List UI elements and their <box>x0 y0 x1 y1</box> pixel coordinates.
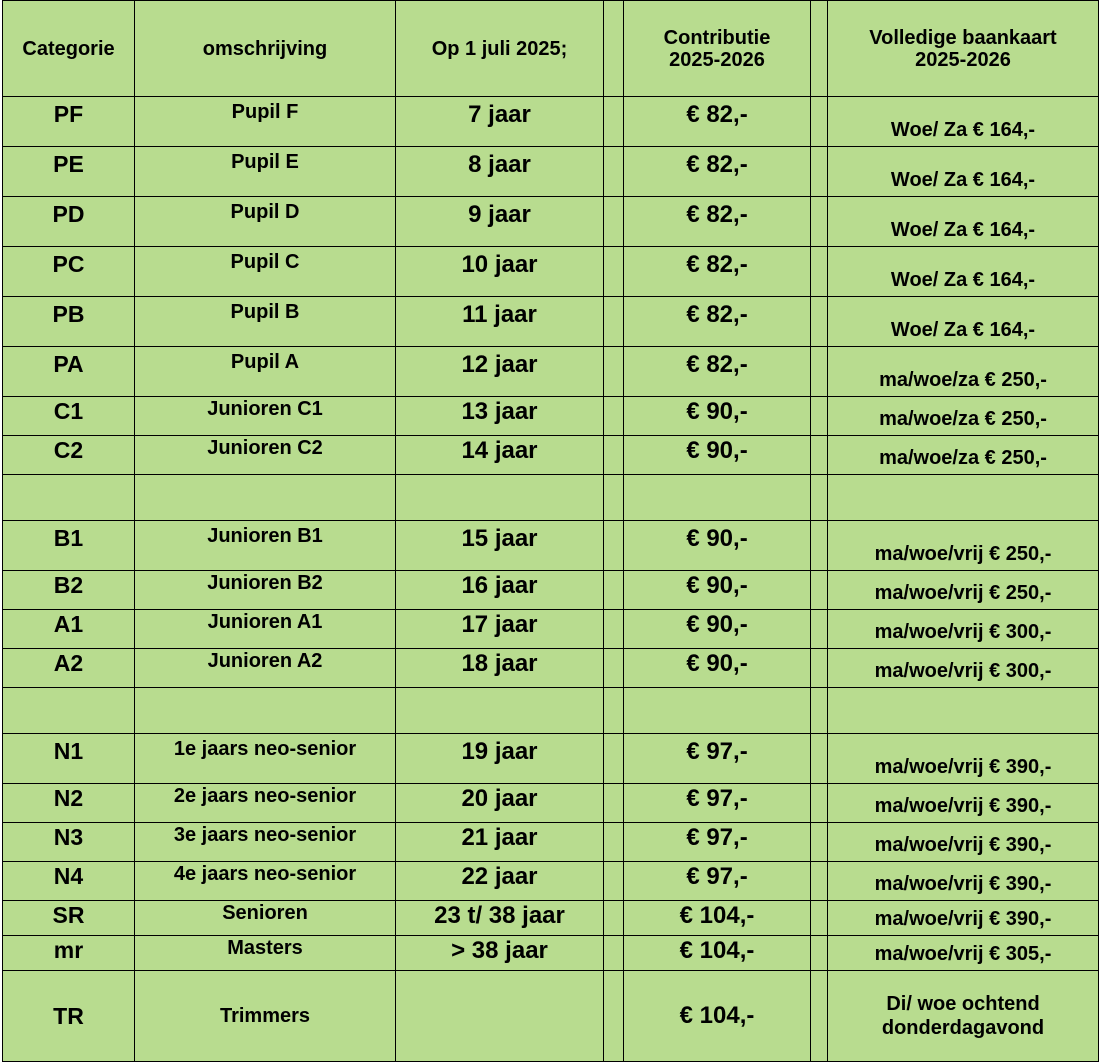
cell-spacer-2 <box>811 147 828 197</box>
spacer-cell <box>3 475 135 521</box>
cell-omschrijving <box>135 436 396 475</box>
cell-categorie <box>3 649 135 688</box>
cell-baankaart <box>828 971 1099 1062</box>
cell-categorie-text: PC <box>52 251 85 277</box>
cell-spacer-2 <box>811 247 828 297</box>
cell-contributie-text: € 90,- <box>686 572 748 599</box>
cell-omschrijving-text: Junioren B1 <box>207 525 323 547</box>
cell-baankaart-text: ma/woe/vrij € 305,- <box>874 943 1052 965</box>
cell-categorie-text: TR <box>53 1002 84 1029</box>
cell-leeftijd-text: 14 jaar <box>461 437 538 464</box>
cell-categorie-text: A1 <box>53 611 84 637</box>
cell-spacer-1 <box>604 297 624 347</box>
cell-categorie <box>3 936 135 971</box>
cell-spacer-2 <box>811 521 828 571</box>
header-contributie <box>624 1 811 97</box>
cell-leeftijd <box>396 436 604 475</box>
contribution-table-sheet <box>2 0 1098 1039</box>
cell-leeftijd-text: 23 t/ 38 jaar <box>434 902 565 929</box>
cell-spacer-1 <box>604 147 624 197</box>
spacer-cell <box>811 475 828 521</box>
cell-leeftijd <box>396 862 604 901</box>
cell-leeftijd-text: 13 jaar <box>461 398 538 425</box>
cell-baankaart-text: Woe/ Za € 164,- <box>890 319 1036 341</box>
cell-spacer-2 <box>811 571 828 610</box>
cell-contributie <box>624 649 811 688</box>
spacer-cell <box>624 475 811 521</box>
cell-omschrijving <box>135 197 396 247</box>
table-row <box>3 521 1099 571</box>
table-row <box>3 297 1099 347</box>
cell-omschrijving-text: Junioren A1 <box>207 611 323 633</box>
cell-baankaart <box>828 571 1099 610</box>
cell-omschrijving-text: Pupil C <box>230 251 300 273</box>
cell-leeftijd <box>396 571 604 610</box>
cell-baankaart-text: ma/woe/vrij € 390,- <box>874 873 1052 895</box>
cell-contributie <box>624 610 811 649</box>
cell-categorie <box>3 862 135 901</box>
spacer-cell <box>604 688 624 734</box>
cell-baankaart <box>828 862 1099 901</box>
cell-baankaart <box>828 397 1099 436</box>
cell-categorie-text: C2 <box>53 437 84 463</box>
spacer-row <box>3 688 1099 734</box>
cell-omschrijving <box>135 347 396 397</box>
cell-spacer-1 <box>604 521 624 571</box>
spacer-cell <box>135 688 396 734</box>
cell-contributie <box>624 521 811 571</box>
cell-baankaart-text: ma/woe/vrij € 390,- <box>874 795 1052 817</box>
contribution-table <box>2 0 1099 1062</box>
cell-categorie <box>3 734 135 784</box>
cell-categorie <box>3 971 135 1062</box>
cell-baankaart-text: ma/woe/vrij € 250,- <box>874 543 1052 565</box>
cell-spacer-1 <box>604 649 624 688</box>
cell-omschrijving <box>135 734 396 784</box>
cell-contributie-text: € 82,- <box>686 101 748 128</box>
cell-categorie-text: PE <box>53 151 84 177</box>
spacer-cell <box>811 688 828 734</box>
cell-spacer-2 <box>811 734 828 784</box>
table-row <box>3 936 1099 971</box>
table-row <box>3 734 1099 784</box>
cell-leeftijd-text: 21 jaar <box>461 824 538 851</box>
cell-contributie <box>624 436 811 475</box>
cell-leeftijd-text: 17 jaar <box>461 611 538 638</box>
cell-omschrijving-text: 1e jaars neo-senior <box>173 738 357 760</box>
cell-baankaart <box>828 936 1099 971</box>
cell-baankaart-line2: donderdagavond <box>881 1017 1045 1039</box>
header-contributie-line1: Contributie <box>663 26 771 49</box>
header-baankaart <box>828 1 1099 97</box>
spacer-cell <box>624 688 811 734</box>
cell-contributie <box>624 901 811 936</box>
cell-omschrijving-text: Pupil F <box>231 101 299 123</box>
cell-categorie <box>3 823 135 862</box>
cell-baankaart-text: ma/woe/za € 250,- <box>879 447 1047 469</box>
cell-baankaart <box>828 197 1099 247</box>
cell-spacer-2 <box>811 862 828 901</box>
cell-spacer-1 <box>604 936 624 971</box>
cell-categorie <box>3 571 135 610</box>
cell-leeftijd-text: 12 jaar <box>461 351 538 378</box>
cell-contributie <box>624 247 811 297</box>
cell-spacer-1 <box>604 347 624 397</box>
cell-leeftijd <box>396 147 604 197</box>
cell-baankaart <box>828 297 1099 347</box>
cell-contributie-text: € 104,- <box>679 1002 755 1029</box>
cell-baankaart-text: ma/woe/za € 250,- <box>879 408 1047 430</box>
cell-spacer-2 <box>811 610 828 649</box>
cell-leeftijd <box>396 610 604 649</box>
cell-contributie <box>624 862 811 901</box>
cell-spacer-1 <box>604 197 624 247</box>
header-omschrijving: omschrijving <box>135 1 396 97</box>
spacer-cell <box>828 688 1099 734</box>
cell-omschrijving-text: Trimmers <box>219 1004 311 1027</box>
cell-baankaart <box>828 823 1099 862</box>
cell-baankaart-text: Woe/ Za € 164,- <box>890 119 1036 141</box>
cell-baankaart <box>828 347 1099 397</box>
cell-omschrijving <box>135 971 396 1062</box>
spacer-cell <box>828 475 1099 521</box>
cell-leeftijd <box>396 197 604 247</box>
cell-contributie-text: € 82,- <box>686 301 748 328</box>
cell-spacer-2 <box>811 823 828 862</box>
cell-omschrijving <box>135 610 396 649</box>
cell-baankaart-line1: Di/ woe ochtend <box>886 993 1040 1015</box>
cell-spacer-2 <box>811 936 828 971</box>
table-row <box>3 247 1099 297</box>
cell-baankaart-text: ma/woe/vrij € 390,- <box>874 834 1052 856</box>
cell-leeftijd-text: 11 jaar <box>462 301 537 328</box>
cell-categorie <box>3 197 135 247</box>
cell-contributie-text: € 97,- <box>686 785 748 812</box>
cell-leeftijd-text: 9 jaar <box>468 201 531 228</box>
cell-baankaart-text: Woe/ Za € 164,- <box>890 269 1036 291</box>
cell-omschrijving-text: 3e jaars neo-senior <box>173 824 357 846</box>
cell-baankaart <box>828 734 1099 784</box>
table-row <box>3 397 1099 436</box>
cell-contributie <box>624 936 811 971</box>
cell-leeftijd-text: 8 jaar <box>468 151 531 178</box>
cell-contributie <box>624 823 811 862</box>
cell-baankaart-text: Woe/ Za € 164,- <box>890 169 1036 191</box>
cell-baankaart-text: ma/woe/vrij € 300,- <box>874 621 1052 643</box>
cell-omschrijving-text: Pupil B <box>230 301 300 323</box>
cell-categorie <box>3 901 135 936</box>
table-row <box>3 610 1099 649</box>
cell-omschrijving-text: Junioren C1 <box>207 398 323 420</box>
cell-omschrijving-text: Pupil A <box>230 351 300 373</box>
table-row <box>3 571 1099 610</box>
header-baankaart-line1: Volledige baankaart <box>869 26 1057 49</box>
header-spacer-2 <box>811 1 828 97</box>
cell-leeftijd <box>396 347 604 397</box>
cell-categorie-text: A2 <box>53 650 84 676</box>
cell-omschrijving <box>135 571 396 610</box>
cell-categorie-text: PF <box>53 101 84 127</box>
cell-baankaart-text: ma/woe/vrij € 250,- <box>874 582 1052 604</box>
cell-contributie-text: € 104,- <box>679 902 755 929</box>
spacer-cell <box>396 475 604 521</box>
cell-leeftijd-text: 19 jaar <box>461 738 538 765</box>
cell-spacer-1 <box>604 571 624 610</box>
cell-spacer-2 <box>811 197 828 247</box>
header-categorie: Categorie <box>3 1 135 97</box>
cell-baankaart <box>828 901 1099 936</box>
cell-categorie <box>3 247 135 297</box>
table-row <box>3 823 1099 862</box>
cell-leeftijd-text: 16 jaar <box>461 572 538 599</box>
cell-spacer-1 <box>604 971 624 1062</box>
cell-categorie <box>3 521 135 571</box>
cell-baankaart <box>828 649 1099 688</box>
cell-leeftijd <box>396 971 604 1062</box>
cell-contributie-text: € 90,- <box>686 398 748 425</box>
cell-baankaart <box>828 147 1099 197</box>
cell-omschrijving <box>135 784 396 823</box>
cell-categorie <box>3 347 135 397</box>
cell-categorie-text: N3 <box>53 824 84 850</box>
cell-omschrijving <box>135 823 396 862</box>
cell-omschrijving <box>135 936 396 971</box>
cell-omschrijving <box>135 901 396 936</box>
cell-contributie-text: € 82,- <box>686 151 748 178</box>
cell-categorie-text: N4 <box>53 863 84 889</box>
cell-baankaart <box>828 97 1099 147</box>
cell-spacer-1 <box>604 397 624 436</box>
cell-categorie <box>3 610 135 649</box>
cell-categorie-text: B2 <box>53 572 84 598</box>
cell-omschrijving <box>135 297 396 347</box>
cell-baankaart-text: ma/woe/za € 250,- <box>879 369 1047 391</box>
cell-leeftijd <box>396 734 604 784</box>
cell-leeftijd-text: 22 jaar <box>461 863 538 890</box>
cell-contributie-text: € 90,- <box>686 650 748 677</box>
cell-omschrijving-text: Senioren <box>222 902 308 924</box>
cell-contributie-text: € 90,- <box>686 525 748 552</box>
cell-baankaart-text: ma/woe/vrij € 300,- <box>874 660 1052 682</box>
table-row <box>3 347 1099 397</box>
spacer-cell <box>604 475 624 521</box>
cell-contributie <box>624 297 811 347</box>
cell-omschrijving <box>135 147 396 197</box>
cell-omschrijving-text: Pupil E <box>231 151 299 173</box>
cell-omschrijving <box>135 521 396 571</box>
cell-spacer-2 <box>811 347 828 397</box>
cell-omschrijving <box>135 97 396 147</box>
cell-leeftijd <box>396 784 604 823</box>
cell-leeftijd-text: 10 jaar <box>461 251 538 278</box>
cell-leeftijd <box>396 823 604 862</box>
spacer-row <box>3 475 1099 521</box>
cell-spacer-2 <box>811 97 828 147</box>
cell-baankaart-text: ma/woe/vrij € 390,- <box>874 908 1052 930</box>
cell-categorie-text: B1 <box>53 525 84 551</box>
table-row <box>3 147 1099 197</box>
cell-categorie <box>3 397 135 436</box>
cell-baankaart <box>828 784 1099 823</box>
cell-categorie <box>3 97 135 147</box>
table-row <box>3 901 1099 936</box>
cell-spacer-2 <box>811 784 828 823</box>
cell-leeftijd <box>396 397 604 436</box>
cell-leeftijd-text: 15 jaar <box>461 525 538 552</box>
cell-omschrijving-text: Junioren B2 <box>207 572 323 594</box>
cell-contributie <box>624 571 811 610</box>
cell-contributie-text: € 82,- <box>686 351 748 378</box>
cell-leeftijd <box>396 649 604 688</box>
cell-omschrijving-text: Junioren C2 <box>207 437 323 459</box>
cell-categorie <box>3 436 135 475</box>
cell-contributie-text: € 90,- <box>686 611 748 638</box>
cell-spacer-2 <box>811 397 828 436</box>
cell-spacer-1 <box>604 823 624 862</box>
cell-baankaart-text: ma/woe/vrij € 390,- <box>874 756 1052 778</box>
cell-spacer-1 <box>604 97 624 147</box>
cell-omschrijving-text: Junioren A2 <box>207 650 323 672</box>
cell-categorie-text: N2 <box>53 785 84 811</box>
cell-leeftijd <box>396 297 604 347</box>
cell-categorie-text: mr <box>53 937 84 963</box>
cell-contributie <box>624 97 811 147</box>
cell-categorie-text: PD <box>52 201 85 227</box>
cell-contributie <box>624 347 811 397</box>
cell-spacer-2 <box>811 649 828 688</box>
cell-omschrijving <box>135 862 396 901</box>
cell-omschrijving <box>135 397 396 436</box>
cell-spacer-2 <box>811 297 828 347</box>
cell-leeftijd <box>396 247 604 297</box>
cell-leeftijd <box>396 936 604 971</box>
table-row <box>3 971 1099 1062</box>
spacer-cell <box>3 688 135 734</box>
cell-contributie <box>624 971 811 1062</box>
cell-contributie-text: € 104,- <box>679 937 755 964</box>
cell-leeftijd-text: 18 jaar <box>461 650 538 677</box>
cell-leeftijd-text: 7 jaar <box>468 101 531 128</box>
cell-contributie <box>624 397 811 436</box>
header-spacer-1 <box>604 1 624 97</box>
cell-omschrijving <box>135 649 396 688</box>
cell-spacer-1 <box>604 610 624 649</box>
table-row <box>3 862 1099 901</box>
cell-spacer-2 <box>811 436 828 475</box>
cell-categorie-text: PB <box>52 301 85 327</box>
cell-leeftijd-text: 20 jaar <box>461 785 538 812</box>
cell-contributie-text: € 82,- <box>686 251 748 278</box>
cell-omschrijving-text: Masters <box>227 937 303 959</box>
cell-baankaart <box>828 521 1099 571</box>
spacer-cell <box>396 688 604 734</box>
cell-spacer-2 <box>811 971 828 1062</box>
cell-categorie-text: C1 <box>53 398 84 424</box>
table-header-row <box>3 1 1099 97</box>
cell-categorie <box>3 297 135 347</box>
cell-contributie <box>624 784 811 823</box>
spacer-cell <box>135 475 396 521</box>
cell-baankaart <box>828 610 1099 649</box>
cell-categorie-text: PA <box>53 351 84 377</box>
cell-categorie <box>3 784 135 823</box>
cell-contributie-text: € 97,- <box>686 863 748 890</box>
cell-contributie-text: € 97,- <box>686 738 748 765</box>
header-baankaart-line2: 2025-2026 <box>915 48 1011 71</box>
cell-baankaart <box>828 436 1099 475</box>
cell-leeftijd <box>396 901 604 936</box>
cell-spacer-1 <box>604 862 624 901</box>
cell-categorie <box>3 147 135 197</box>
cell-baankaart <box>828 247 1099 297</box>
table-row <box>3 649 1099 688</box>
cell-spacer-1 <box>604 247 624 297</box>
cell-omschrijving-text: 2e jaars neo-senior <box>173 785 357 807</box>
cell-omschrijving-text: Pupil D <box>230 201 300 223</box>
cell-spacer-1 <box>604 734 624 784</box>
cell-leeftijd <box>396 521 604 571</box>
cell-contributie <box>624 147 811 197</box>
cell-leeftijd-text: > 38 jaar <box>451 937 548 964</box>
table-row <box>3 97 1099 147</box>
cell-categorie-text: SR <box>52 902 85 928</box>
cell-leeftijd <box>396 97 604 147</box>
cell-contributie-text: € 90,- <box>686 437 748 464</box>
table-row <box>3 784 1099 823</box>
cell-spacer-1 <box>604 901 624 936</box>
cell-spacer-1 <box>604 436 624 475</box>
cell-spacer-1 <box>604 784 624 823</box>
cell-omschrijving-text: 4e jaars neo-senior <box>173 863 357 885</box>
cell-baankaart-text: Woe/ Za € 164,- <box>890 219 1036 241</box>
cell-contributie <box>624 197 811 247</box>
cell-contributie-text: € 82,- <box>686 201 748 228</box>
cell-contributie <box>624 734 811 784</box>
table-row <box>3 197 1099 247</box>
table-row <box>3 436 1099 475</box>
header-contributie-line2: 2025-2026 <box>669 48 765 71</box>
cell-omschrijving <box>135 247 396 297</box>
cell-spacer-2 <box>811 901 828 936</box>
cell-categorie-text: N1 <box>53 738 84 764</box>
header-leeftijd: Op 1 juli 2025; <box>396 1 604 97</box>
cell-contributie-text: € 97,- <box>686 824 748 851</box>
